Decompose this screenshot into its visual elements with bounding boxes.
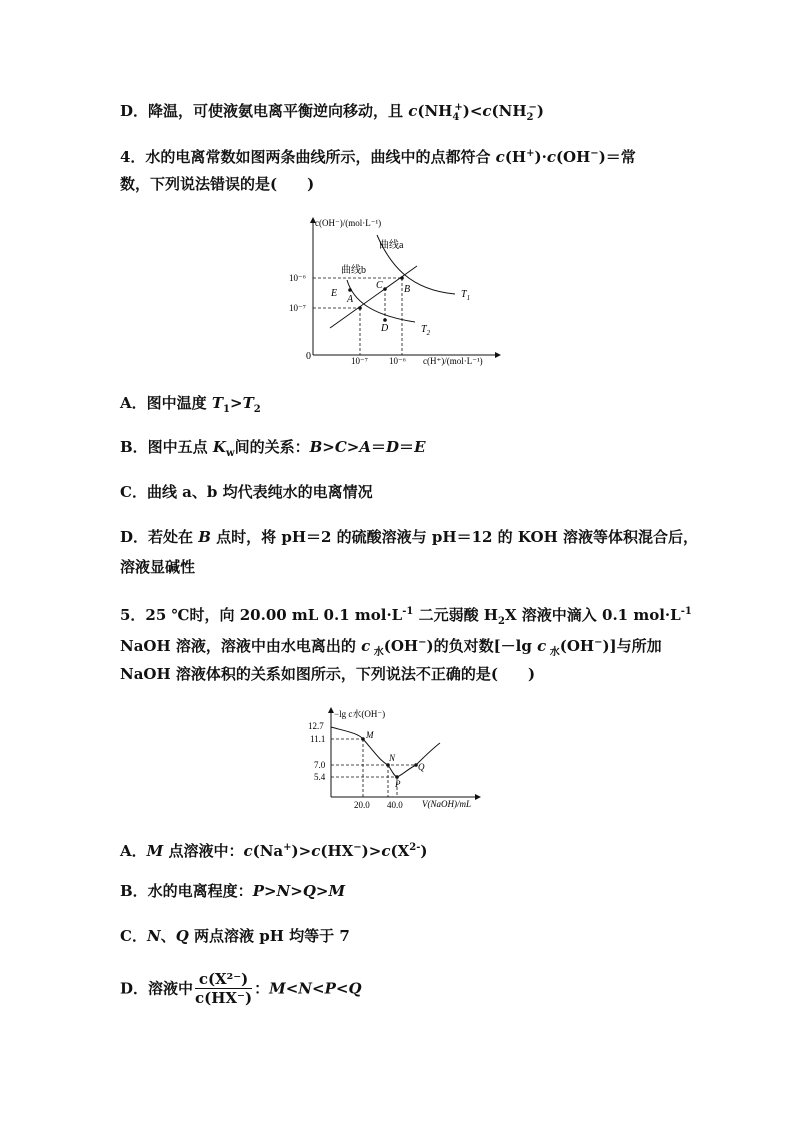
q5-stem-line2 xyxy=(120,633,662,663)
text: )]与所加 xyxy=(602,637,662,655)
point-n xyxy=(386,763,390,767)
text: D．降温，可使液氨电离平衡逆向移动，且 xyxy=(120,102,409,120)
text: (OH xyxy=(555,148,591,166)
text: ) xyxy=(536,102,544,120)
y-tick-label: 11.1 xyxy=(310,734,326,744)
q5-option-b xyxy=(120,881,345,901)
text: )> xyxy=(291,842,312,860)
q5-stem-line1 xyxy=(120,602,692,632)
y-tick-label: 10⁻⁶ xyxy=(289,273,306,283)
inequality xyxy=(254,980,361,998)
text: − xyxy=(594,637,603,648)
text: K xyxy=(212,438,226,456)
text: B．水的电离程度： xyxy=(120,882,253,900)
text: M xyxy=(328,882,346,900)
q4-option-d-line1 xyxy=(120,527,698,547)
text: T xyxy=(242,394,254,412)
q4-option-b xyxy=(120,437,426,464)
q4-option-a xyxy=(120,393,261,420)
point-b xyxy=(400,276,404,280)
text: (H xyxy=(504,148,527,166)
text: 2- xyxy=(409,842,421,853)
text: 4．水的电离常数如图两条曲线所示，曲线中的点都符合 xyxy=(120,148,496,166)
text: < xyxy=(335,979,349,998)
text: M xyxy=(269,979,286,998)
text: 水 xyxy=(370,647,384,658)
y-tick-label: 12.7 xyxy=(308,721,324,731)
point-d xyxy=(383,318,387,322)
text: + xyxy=(454,102,463,113)
text: )< xyxy=(462,102,483,120)
q3-option-d xyxy=(120,98,544,128)
x-axis-label: V(NaOH)/mL xyxy=(422,799,471,809)
text: E xyxy=(414,438,426,456)
curve-b-label: 曲线b xyxy=(341,265,366,276)
point-c xyxy=(383,287,387,291)
text: < xyxy=(285,979,299,998)
x-tick-label: 20.0 xyxy=(354,800,370,810)
point-e xyxy=(348,288,352,292)
text: > xyxy=(263,882,277,900)
text: c xyxy=(311,842,321,860)
q4-stem-line1 xyxy=(120,144,636,167)
text: )· xyxy=(534,148,547,166)
text: -1 xyxy=(680,606,692,617)
text: < xyxy=(312,979,325,998)
text: )的负对数[－lg xyxy=(426,637,538,655)
point-label: C xyxy=(376,280,383,291)
text: C． xyxy=(120,927,147,945)
q4-option-d-line2: 溶液显碱性 xyxy=(120,558,196,576)
text: NaOH 溶液，溶液中由水电离出的 xyxy=(120,637,362,655)
text: − xyxy=(418,637,427,648)
t2-label xyxy=(421,324,431,337)
text: 水 xyxy=(546,647,560,658)
text: + xyxy=(526,148,535,159)
text: N xyxy=(298,979,312,998)
y-tick-label: 7.0 xyxy=(314,760,326,770)
text: 点时，将 pH＝2 的硫酸溶液与 pH＝12 的 KOH 溶液等体积混合后， xyxy=(210,528,698,546)
text: -1 xyxy=(402,606,414,617)
text: ＝ xyxy=(371,438,387,456)
q5-option-d xyxy=(120,970,362,1007)
point-label: N xyxy=(389,753,396,763)
q5-stem-line3: NaOH 溶液体积的关系如图所示，下列说法不正确的是( ) xyxy=(120,665,536,683)
text: A． xyxy=(120,842,147,860)
text: )＝常 xyxy=(598,148,636,166)
text: c xyxy=(482,102,492,120)
q5-option-c xyxy=(120,926,350,946)
y-axis-label: c(OH⁻)/(mol·L⁻¹) xyxy=(315,218,382,228)
text: Q xyxy=(302,882,316,900)
q5-option-a xyxy=(120,838,427,861)
text: A．图中温度 xyxy=(120,394,212,412)
text: T xyxy=(421,324,427,335)
numerator: c(X²⁻) xyxy=(195,970,252,989)
point-label: E xyxy=(331,288,338,299)
text: 、 xyxy=(160,927,176,945)
text: − xyxy=(528,102,537,113)
text: A xyxy=(359,438,372,456)
text: 两点溶液 pH 均等于 7 xyxy=(188,927,350,945)
point-label: P xyxy=(395,779,401,789)
point-label: D xyxy=(381,323,389,334)
text: (OH xyxy=(559,637,595,655)
text: T xyxy=(211,394,224,412)
text: c xyxy=(381,842,391,860)
text: Q xyxy=(348,979,362,998)
text: )> xyxy=(361,842,382,860)
origin-label: 0 xyxy=(306,351,311,362)
x-tick-label: 40.0 xyxy=(387,800,403,810)
text: > xyxy=(315,882,329,900)
text: > xyxy=(346,438,360,456)
text: (NH xyxy=(491,102,527,120)
text: B．图中五点 xyxy=(120,438,213,456)
x-tick-label: 10⁻⁷ xyxy=(351,356,368,366)
text: c xyxy=(495,148,505,166)
text: B xyxy=(198,528,211,546)
text: ) xyxy=(420,842,428,860)
point-label: B xyxy=(404,284,411,295)
text: w xyxy=(225,448,235,459)
text: N xyxy=(146,927,161,945)
text: 2 xyxy=(526,112,534,123)
text: c xyxy=(537,637,547,655)
y-axis-label: −lg c水(OH⁻) xyxy=(334,709,386,719)
text: 4 xyxy=(452,112,460,123)
text: (Na xyxy=(252,842,284,860)
x-axis-label: c(H⁺)/(mol·L⁻¹) xyxy=(423,356,483,366)
q4-stem-line2: 数，下列说法错误的是( ) xyxy=(120,175,315,193)
text: N xyxy=(276,882,291,900)
text: C xyxy=(334,438,347,456)
text: T xyxy=(461,289,467,300)
text: (NH xyxy=(417,102,453,120)
text: D．若处在 xyxy=(120,528,199,546)
text: 间的关系： xyxy=(234,438,310,456)
point-label: M xyxy=(366,730,374,740)
text: P xyxy=(324,979,336,998)
text: 2 xyxy=(426,329,431,337)
text: B xyxy=(309,438,323,456)
text: 2 xyxy=(253,404,261,415)
text: (OH xyxy=(383,637,419,655)
point-label: Q xyxy=(418,762,425,772)
curve-a-label: 曲线a xyxy=(379,240,404,251)
text: c xyxy=(408,102,418,120)
text: ： xyxy=(254,979,270,998)
text: X 溶液中滴入 0.1 mol·L xyxy=(504,606,681,624)
text: c xyxy=(243,842,253,860)
text: P xyxy=(252,882,264,900)
text: − xyxy=(590,148,599,159)
y-tick-label: 10⁻⁷ xyxy=(289,303,306,313)
t1-label xyxy=(461,289,470,302)
text: 5．25 ℃时，向 20.00 mL 0.1 mol·L xyxy=(120,606,403,624)
point-m xyxy=(361,737,365,741)
text: > xyxy=(230,394,243,412)
text: 1 xyxy=(466,294,471,302)
q4-option-c: C．曲线 a、b 均代表纯水的电离情况 xyxy=(120,483,373,501)
text: 2 xyxy=(497,616,505,627)
text: > xyxy=(290,882,303,900)
y-tick-label: 5.4 xyxy=(314,772,326,782)
text: c xyxy=(361,637,371,655)
q4-figure xyxy=(285,210,515,370)
text: > xyxy=(322,438,335,456)
text: D xyxy=(386,438,400,456)
text: 二元弱酸 H xyxy=(413,606,498,624)
x-tick-label: 10⁻⁶ xyxy=(389,356,406,366)
text: 1 xyxy=(223,404,231,415)
text: c xyxy=(546,148,556,166)
q5-figure xyxy=(300,705,495,813)
text: − xyxy=(353,842,362,853)
point-label: A xyxy=(347,294,354,305)
fraction xyxy=(195,970,252,1007)
text: ＝ xyxy=(399,438,415,456)
point-a xyxy=(358,306,362,310)
text: (X xyxy=(390,842,410,860)
text: + xyxy=(283,842,292,853)
text: D．溶液中 xyxy=(120,979,194,998)
text: 点溶液中： xyxy=(163,842,244,860)
text: Q xyxy=(175,927,189,945)
text: (HX xyxy=(320,842,354,860)
text: M xyxy=(146,842,164,860)
denominator: c(HX⁻) xyxy=(195,989,253,1007)
